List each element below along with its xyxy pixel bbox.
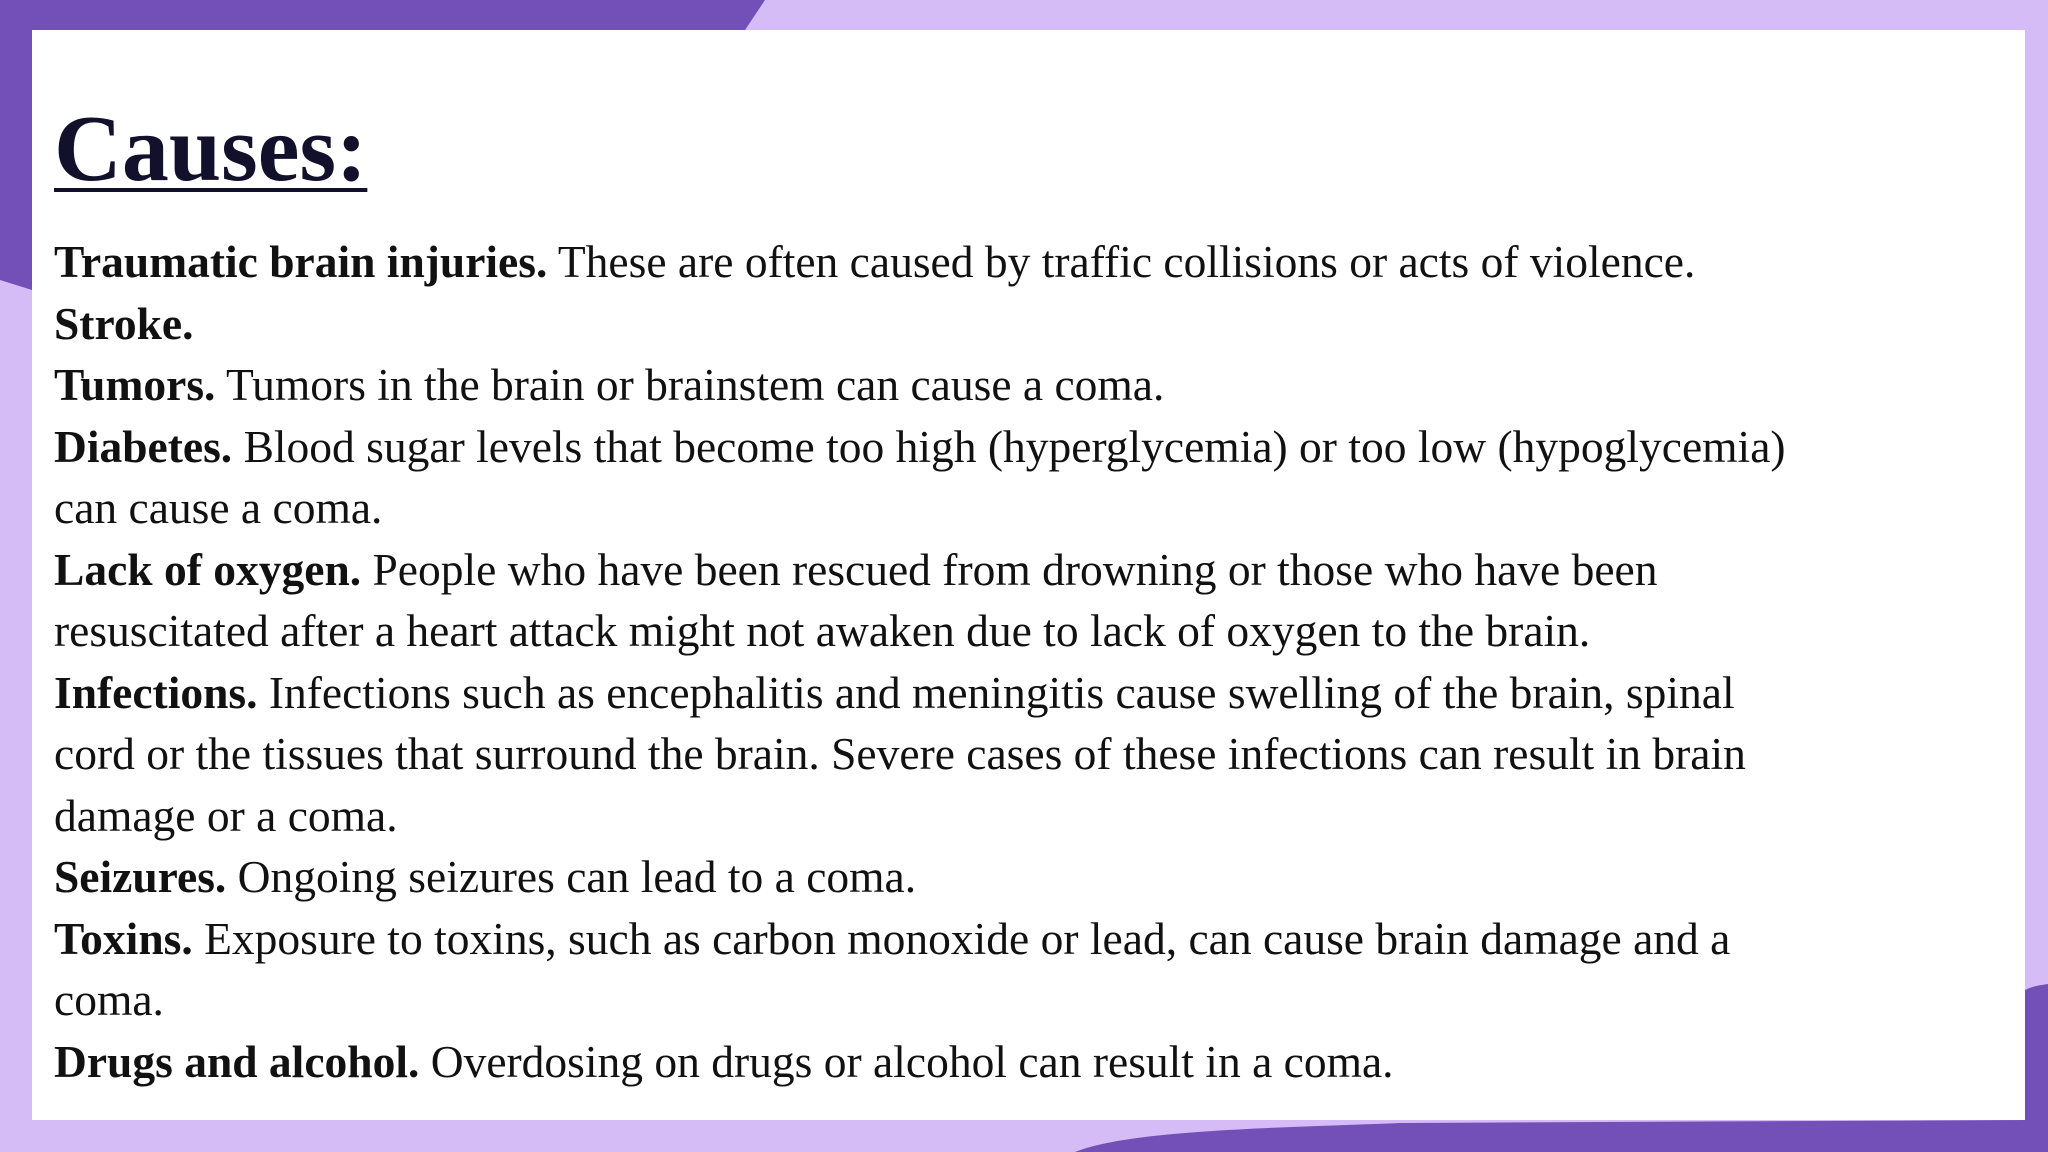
cause-term: Diabetes. [54, 420, 233, 472]
cause-term: Infections. [54, 666, 258, 718]
cause-item [54, 231, 2029, 293]
cause-item [54, 846, 2029, 908]
cause-term: Traumatic brain injuries. [54, 236, 548, 287]
cause-term: Seizures. [54, 851, 227, 902]
cause-item [54, 354, 2029, 416]
cause-description-line: Blood sugar levels that become too high (hyperglycemia) or too low (hypoglycemia) [243, 420, 1786, 472]
cause-term: Stroke. [54, 297, 194, 349]
cause-description-line: These are often caused by traffic collisions or acts of violence. [557, 236, 1696, 287]
cause-description-line: damage or a coma. [54, 789, 398, 841]
cause-item [54, 1031, 2029, 1093]
cause-description-line: Overdosing on drugs or alcohol can result in a coma. [430, 1035, 1394, 1087]
cause-term: Tumors. [54, 359, 216, 410]
cause-description-line: resuscitated after a heart attack might not awaken due to lack of oxygen to the brain. [54, 605, 1591, 656]
cause-description-line: cord or the tissues that surround the brain. Severe cases of these infections can result in brain [54, 728, 1746, 779]
causes-list [54, 231, 2029, 1092]
cause-description-line: Tumors in the brain or brainstem can cause a coma. [225, 359, 1165, 410]
cause-item [54, 908, 2029, 1031]
cause-item [54, 293, 2029, 355]
cause-description-line: coma. [54, 974, 164, 1025]
slide-title: Causes: [54, 97, 368, 201]
cause-description-line: Exposure to toxins, such as carbon monoxide or lead, can cause brain damage and a [204, 912, 1731, 964]
cause-item [54, 539, 2029, 662]
cause-term: Toxins. [54, 912, 193, 964]
cause-term: Drugs and alcohol. [54, 1035, 420, 1087]
cause-term: Lack of oxygen. [54, 543, 362, 595]
cause-description-line: People who have been rescued from drowning or those who have been [372, 543, 1658, 595]
slide-content-card [32, 30, 2025, 1120]
cause-item [54, 416, 2029, 539]
cause-item [54, 662, 2029, 847]
cause-description-line: can cause a coma. [54, 482, 383, 533]
cause-description-line: Ongoing seizures can lead to a coma. [237, 851, 917, 902]
cause-description-line: Infections such as encephalitis and meningitis cause swelling of the brain, spinal [268, 666, 1735, 718]
